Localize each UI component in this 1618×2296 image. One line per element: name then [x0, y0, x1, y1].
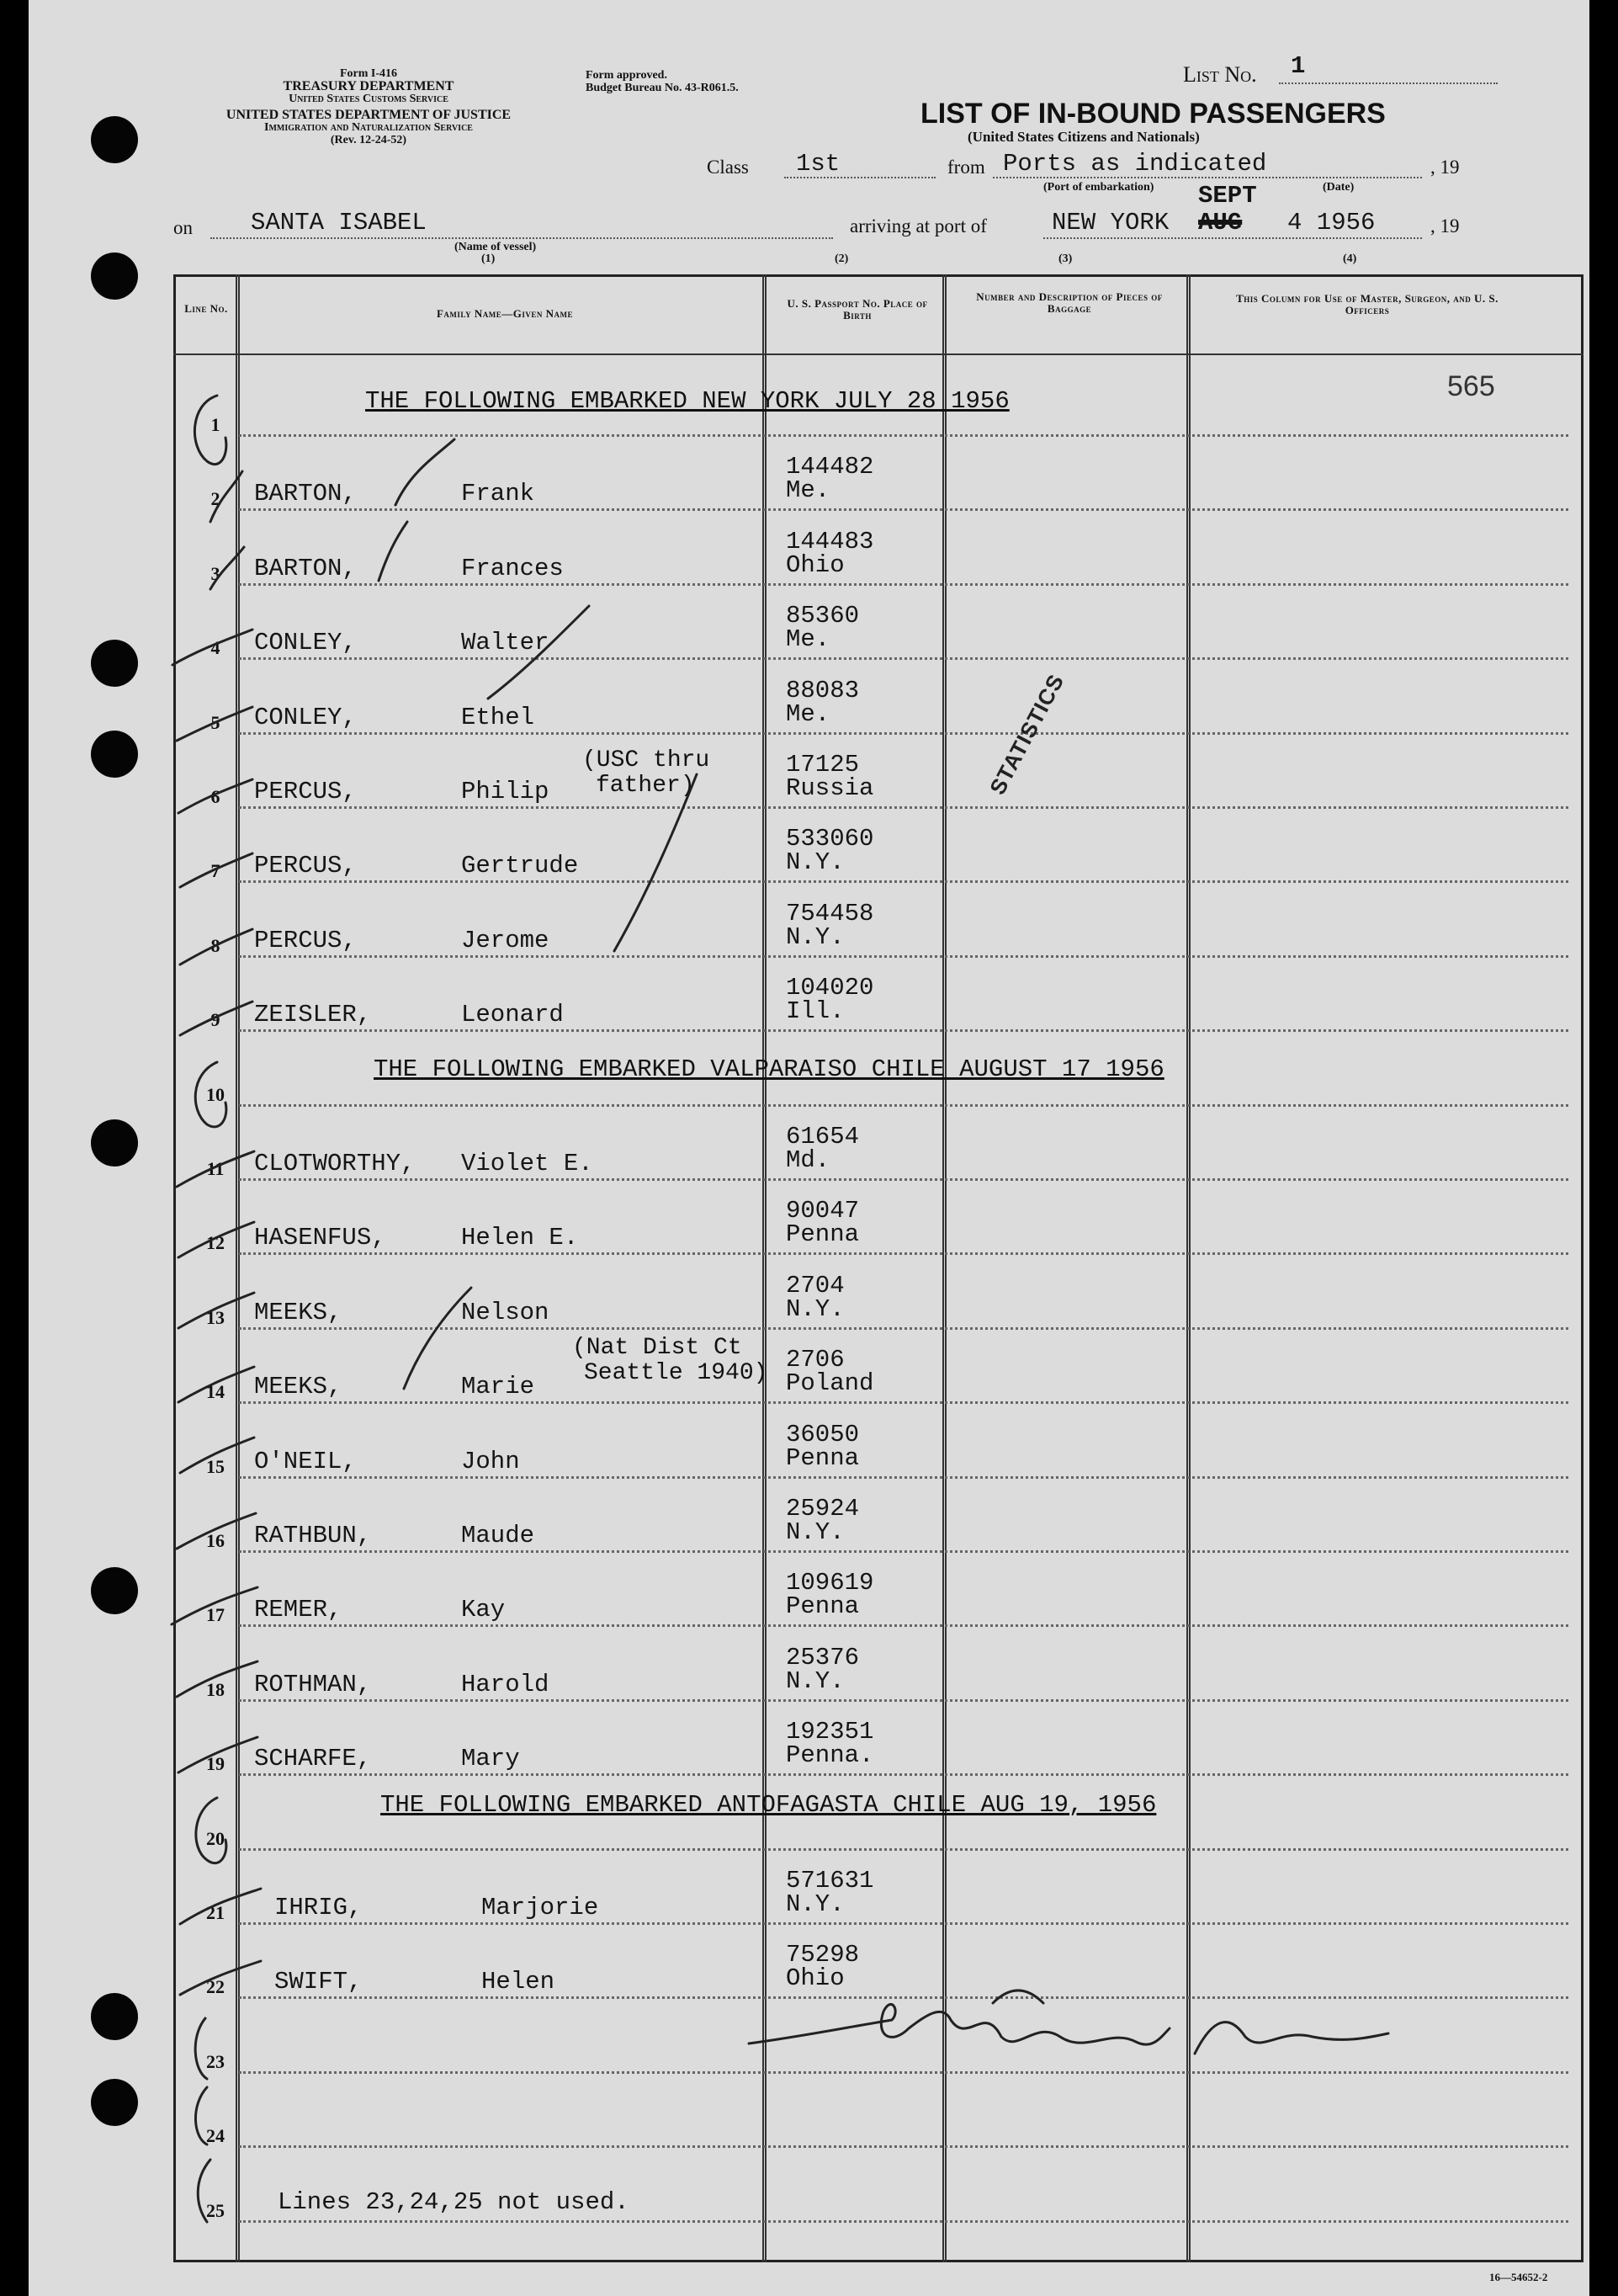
arrival-day-year: 4 1956: [1287, 209, 1376, 237]
col-ref-1: (1): [481, 252, 496, 265]
line-number: 13: [206, 1306, 225, 1328]
budget-bureau: Budget Bureau No. 43-R061.5.: [586, 82, 739, 94]
birthplace: Me.: [786, 699, 830, 728]
row-rule: [239, 657, 1568, 660]
col-head-baggage: Number and Description of Pieces of Baggage: [976, 290, 1163, 315]
from-label: from: [947, 157, 985, 178]
form-header-left: [167, 67, 570, 146]
birthplace: Penna.: [786, 1741, 874, 1770]
given-name: Philip: [461, 778, 549, 805]
passport-number: 17125: [786, 751, 860, 779]
family-name: ZEISLER,: [254, 1001, 372, 1029]
form-approval: [586, 69, 739, 94]
birthplace: N.Y.: [786, 922, 845, 951]
row-rule: [239, 1327, 1568, 1330]
punch-hole: [91, 1567, 138, 1614]
row-rule: [239, 2145, 1568, 2148]
passport-number: 90047: [786, 1197, 860, 1225]
given-name: Leonard: [461, 1001, 564, 1029]
birthplace: Me.: [786, 625, 830, 654]
family-name: PERCUS,: [254, 926, 357, 954]
arriving-label: arriving at port of: [850, 215, 987, 237]
punch-hole: [91, 640, 138, 687]
given-name: Walter: [461, 629, 549, 657]
passport-number: 144482: [786, 453, 874, 481]
line-number: 23: [206, 2050, 225, 2072]
family-name: CLOTWORTHY,: [254, 1150, 416, 1177]
arrival-month-struck: AUG: [1198, 209, 1243, 237]
passport-number: 192351: [786, 1718, 874, 1746]
passport-number: 61654: [786, 1123, 860, 1151]
family-name: MEEKS,: [254, 1373, 342, 1401]
col-head-officers: This Column for Use of Master, Surgeon, and U. S. Officers: [1236, 292, 1499, 316]
row-rule: [239, 1624, 1568, 1627]
passport-number: 2706: [786, 1346, 845, 1374]
col-ref-4: (4): [1343, 252, 1357, 265]
line-number: 2: [210, 488, 220, 510]
line-number: 19: [206, 1753, 225, 1775]
from-dots: [993, 177, 1422, 178]
line-number: 18: [206, 1678, 225, 1700]
row-rule: [239, 1848, 1568, 1851]
row-rule: [239, 806, 1568, 809]
arrival-dots: [1043, 237, 1422, 239]
meeks-note: Seattle 1940): [584, 1360, 768, 1386]
birthplace: Ill.: [786, 997, 845, 1026]
family-name: PERCUS,: [254, 778, 357, 805]
row-rule: [239, 583, 1568, 586]
passport-number: 571631: [786, 1867, 874, 1895]
family-name: SCHARFE,: [254, 1745, 372, 1773]
family-name: CONLEY,: [254, 703, 357, 731]
line-number: 10: [206, 1083, 225, 1105]
family-name: ROTHMAN,: [254, 1670, 372, 1698]
vessel-dots: [210, 237, 833, 239]
line-number: 11: [206, 1158, 225, 1179]
family-name: RATHBUN,: [254, 1522, 372, 1549]
from-value: Ports as indicated: [1003, 150, 1267, 178]
passport-number: 2704: [786, 1271, 845, 1299]
punch-hole: [91, 731, 138, 778]
on-label: on: [173, 217, 193, 238]
given-name: Gertrude: [461, 852, 579, 880]
section-heading: THE FOLLOWING EMBARKED NEW YORK JULY 28 1956: [365, 387, 1010, 415]
row-rule: [239, 1550, 1568, 1553]
col-divider-passport: [942, 274, 947, 2262]
given-name: Violet E.: [461, 1150, 593, 1177]
statistics-stamp: STATISTICS: [984, 669, 1069, 800]
approved-text: Form approved.: [586, 69, 667, 82]
row-rule: [239, 434, 1568, 437]
class-label: Class: [707, 157, 749, 178]
birthplace: Me.: [786, 476, 830, 505]
line-number: 4: [210, 637, 220, 659]
signature-text: R H Donelson: [841, 2054, 912, 2065]
family-name: SWIFT,: [274, 1968, 363, 1996]
list-no-label: List No.: [1183, 62, 1257, 87]
family-name: PERCUS,: [254, 852, 357, 880]
row-rule: [239, 1401, 1568, 1404]
family-name: CONLEY,: [254, 629, 357, 657]
punch-hole: [91, 252, 138, 300]
line-number: 22: [206, 1976, 225, 1998]
passport-number: 25924: [786, 1495, 860, 1523]
form-code: 16—54652-2: [1489, 2271, 1548, 2283]
meeks-note: (Nat Dist Ct: [572, 1335, 742, 1361]
given-name: Mary: [461, 1745, 520, 1773]
passport-number: 36050: [786, 1420, 860, 1448]
col-divider-baggage: [1186, 274, 1191, 2262]
punch-hole: [91, 1119, 138, 1167]
signature-suffix: SA: [1228, 2054, 1243, 2065]
percus-note: (USC thru: [582, 747, 710, 773]
line-number: 7: [210, 860, 220, 882]
footer-note: Lines 23,24,25 not used.: [278, 2188, 629, 2216]
header-rule: [173, 353, 1584, 355]
given-name: Ethel: [461, 703, 535, 731]
family-name: HASENFUS,: [254, 1224, 386, 1252]
date-caption: (Date): [1323, 181, 1355, 194]
line-number: 21: [206, 1902, 225, 1923]
col-ref-2: (2): [835, 252, 849, 265]
form-number: Form I-416: [339, 67, 398, 80]
row-rule: [239, 1476, 1568, 1479]
line-number: 17: [206, 1604, 225, 1626]
passport-number: 88083: [786, 676, 860, 704]
col-head-passport: U. S. Passport No. Place of Birth: [787, 297, 928, 322]
birthplace: Md.: [786, 1146, 830, 1174]
passport-number: 75298: [786, 1941, 860, 1969]
line-number: 8: [210, 934, 220, 956]
justice-dept: UNITED STATES DEPARTMENT OF JUSTICE: [225, 108, 512, 122]
given-name: Jerome: [461, 926, 549, 954]
passport-number: 109619: [786, 1569, 874, 1597]
line-number: 6: [210, 786, 220, 807]
line-number: 15: [206, 1455, 225, 1477]
form-title: LIST OF IN-BOUND PASSENGERS: [920, 98, 1386, 130]
row-rule: [239, 2071, 1568, 2074]
row-rule: [239, 732, 1568, 735]
row-rule: [239, 1773, 1568, 1776]
line-number: 5: [210, 711, 220, 733]
passport-number: 754458: [786, 899, 874, 927]
row-rule: [239, 955, 1568, 958]
form-subtitle: (United States Citizens and Nationals): [968, 129, 1200, 145]
row-rule: [239, 1996, 1568, 1999]
col-divider-line: [236, 274, 240, 2262]
given-name: Harold: [461, 1670, 549, 1698]
list-no-value: 1: [1291, 52, 1306, 80]
birthplace: N.Y.: [786, 1666, 845, 1695]
family-name: BARTON,: [254, 554, 357, 582]
line-number: 3: [210, 562, 220, 584]
birthplace: Poland: [786, 1369, 874, 1398]
given-name: Maude: [461, 1522, 535, 1549]
row-rule: [239, 1178, 1568, 1181]
family-name: MEEKS,: [254, 1298, 342, 1326]
year-19-2: , 19: [1430, 215, 1460, 237]
punch-hole: [91, 2079, 138, 2126]
page-count: 565: [1447, 370, 1495, 402]
year-19: , 19: [1430, 157, 1460, 178]
line-number: 9: [210, 1009, 220, 1031]
customs-service: United States Customs Service: [289, 93, 448, 105]
line-number: 12: [206, 1232, 225, 1254]
line-number: 20: [206, 1827, 225, 1849]
revision: (Rev. 12-24-52): [330, 134, 407, 146]
family-name: BARTON,: [254, 480, 357, 508]
birthplace: N.Y.: [786, 1294, 845, 1323]
arrival-port: NEW YORK: [1052, 209, 1170, 237]
passport-number: 85360: [786, 602, 860, 630]
ins-service: Immigration and Naturalization Service: [264, 121, 473, 134]
row-rule: [239, 1029, 1568, 1032]
family-name: O'NEIL,: [254, 1447, 357, 1475]
class-value: 1st: [796, 150, 841, 178]
row-rule: [239, 880, 1568, 883]
percus-note: father): [596, 773, 695, 799]
row-rule: [239, 1104, 1568, 1107]
passport-number: 144483: [786, 527, 874, 555]
birthplace: Penna: [786, 1592, 860, 1621]
given-name: Nelson: [461, 1298, 549, 1326]
punch-hole: [91, 116, 138, 163]
birthplace: N.Y.: [786, 1518, 845, 1546]
row-rule: [239, 508, 1568, 511]
row-rule: [239, 1252, 1568, 1255]
given-name: John: [461, 1447, 520, 1475]
given-name: Marjorie: [481, 1894, 599, 1921]
passport-number: 25376: [786, 1643, 860, 1672]
class-dots: [784, 177, 936, 178]
line-number: 14: [206, 1381, 225, 1403]
birthplace: Russia: [786, 774, 874, 802]
passenger-table: [173, 274, 1584, 2262]
given-name: Frances: [461, 554, 564, 582]
treasury-dept: TREASURY DEPARTMENT: [283, 79, 454, 93]
col-divider-name: [762, 274, 767, 2262]
birthplace: N.Y.: [786, 848, 845, 877]
passport-number: 104020: [786, 974, 874, 1002]
line-number: 24: [206, 2125, 225, 2147]
line-number: 16: [206, 1530, 225, 1551]
given-name: Frank: [461, 480, 535, 508]
col-head-name: Family Name—Given Name: [436, 307, 573, 320]
punch-hole: [91, 1993, 138, 2040]
vessel-name: SANTA ISABEL: [251, 209, 427, 237]
arrival-month: SEPT: [1198, 182, 1257, 210]
family-name: IHRIG,: [274, 1894, 363, 1921]
vessel-caption: (Name of vessel): [454, 241, 537, 253]
given-name: Helen E.: [461, 1224, 579, 1252]
given-name: Marie: [461, 1373, 535, 1401]
birthplace: Penna: [786, 1443, 860, 1472]
birthplace: Ohio: [786, 550, 845, 579]
row-rule: [239, 1922, 1568, 1925]
given-name: Helen: [481, 1968, 555, 1996]
section-heading: THE FOLLOWING EMBARKED ANTOFAGASTA CHILE AUG 19, 1956: [380, 1791, 1157, 1819]
col-ref-3: (3): [1058, 252, 1073, 265]
birthplace: Ohio: [786, 1964, 845, 1993]
line-number: 1: [210, 414, 220, 435]
col-head-line: Line No.: [184, 302, 228, 315]
port-embark-caption: (Port of embarkation): [1043, 181, 1154, 194]
family-name: REMER,: [254, 1596, 342, 1624]
list-no-dots: [1279, 82, 1498, 84]
section-heading: THE FOLLOWING EMBARKED VALPARAISO CHILE AUGUST 17 1956: [374, 1055, 1164, 1083]
birthplace: Penna: [786, 1220, 860, 1249]
row-rule: [239, 1699, 1568, 1702]
row-rule: [239, 2220, 1568, 2223]
passport-number: 533060: [786, 825, 874, 853]
birthplace: N.Y.: [786, 1890, 845, 1918]
line-number: 25: [206, 2199, 225, 2221]
given-name: Kay: [461, 1596, 506, 1624]
